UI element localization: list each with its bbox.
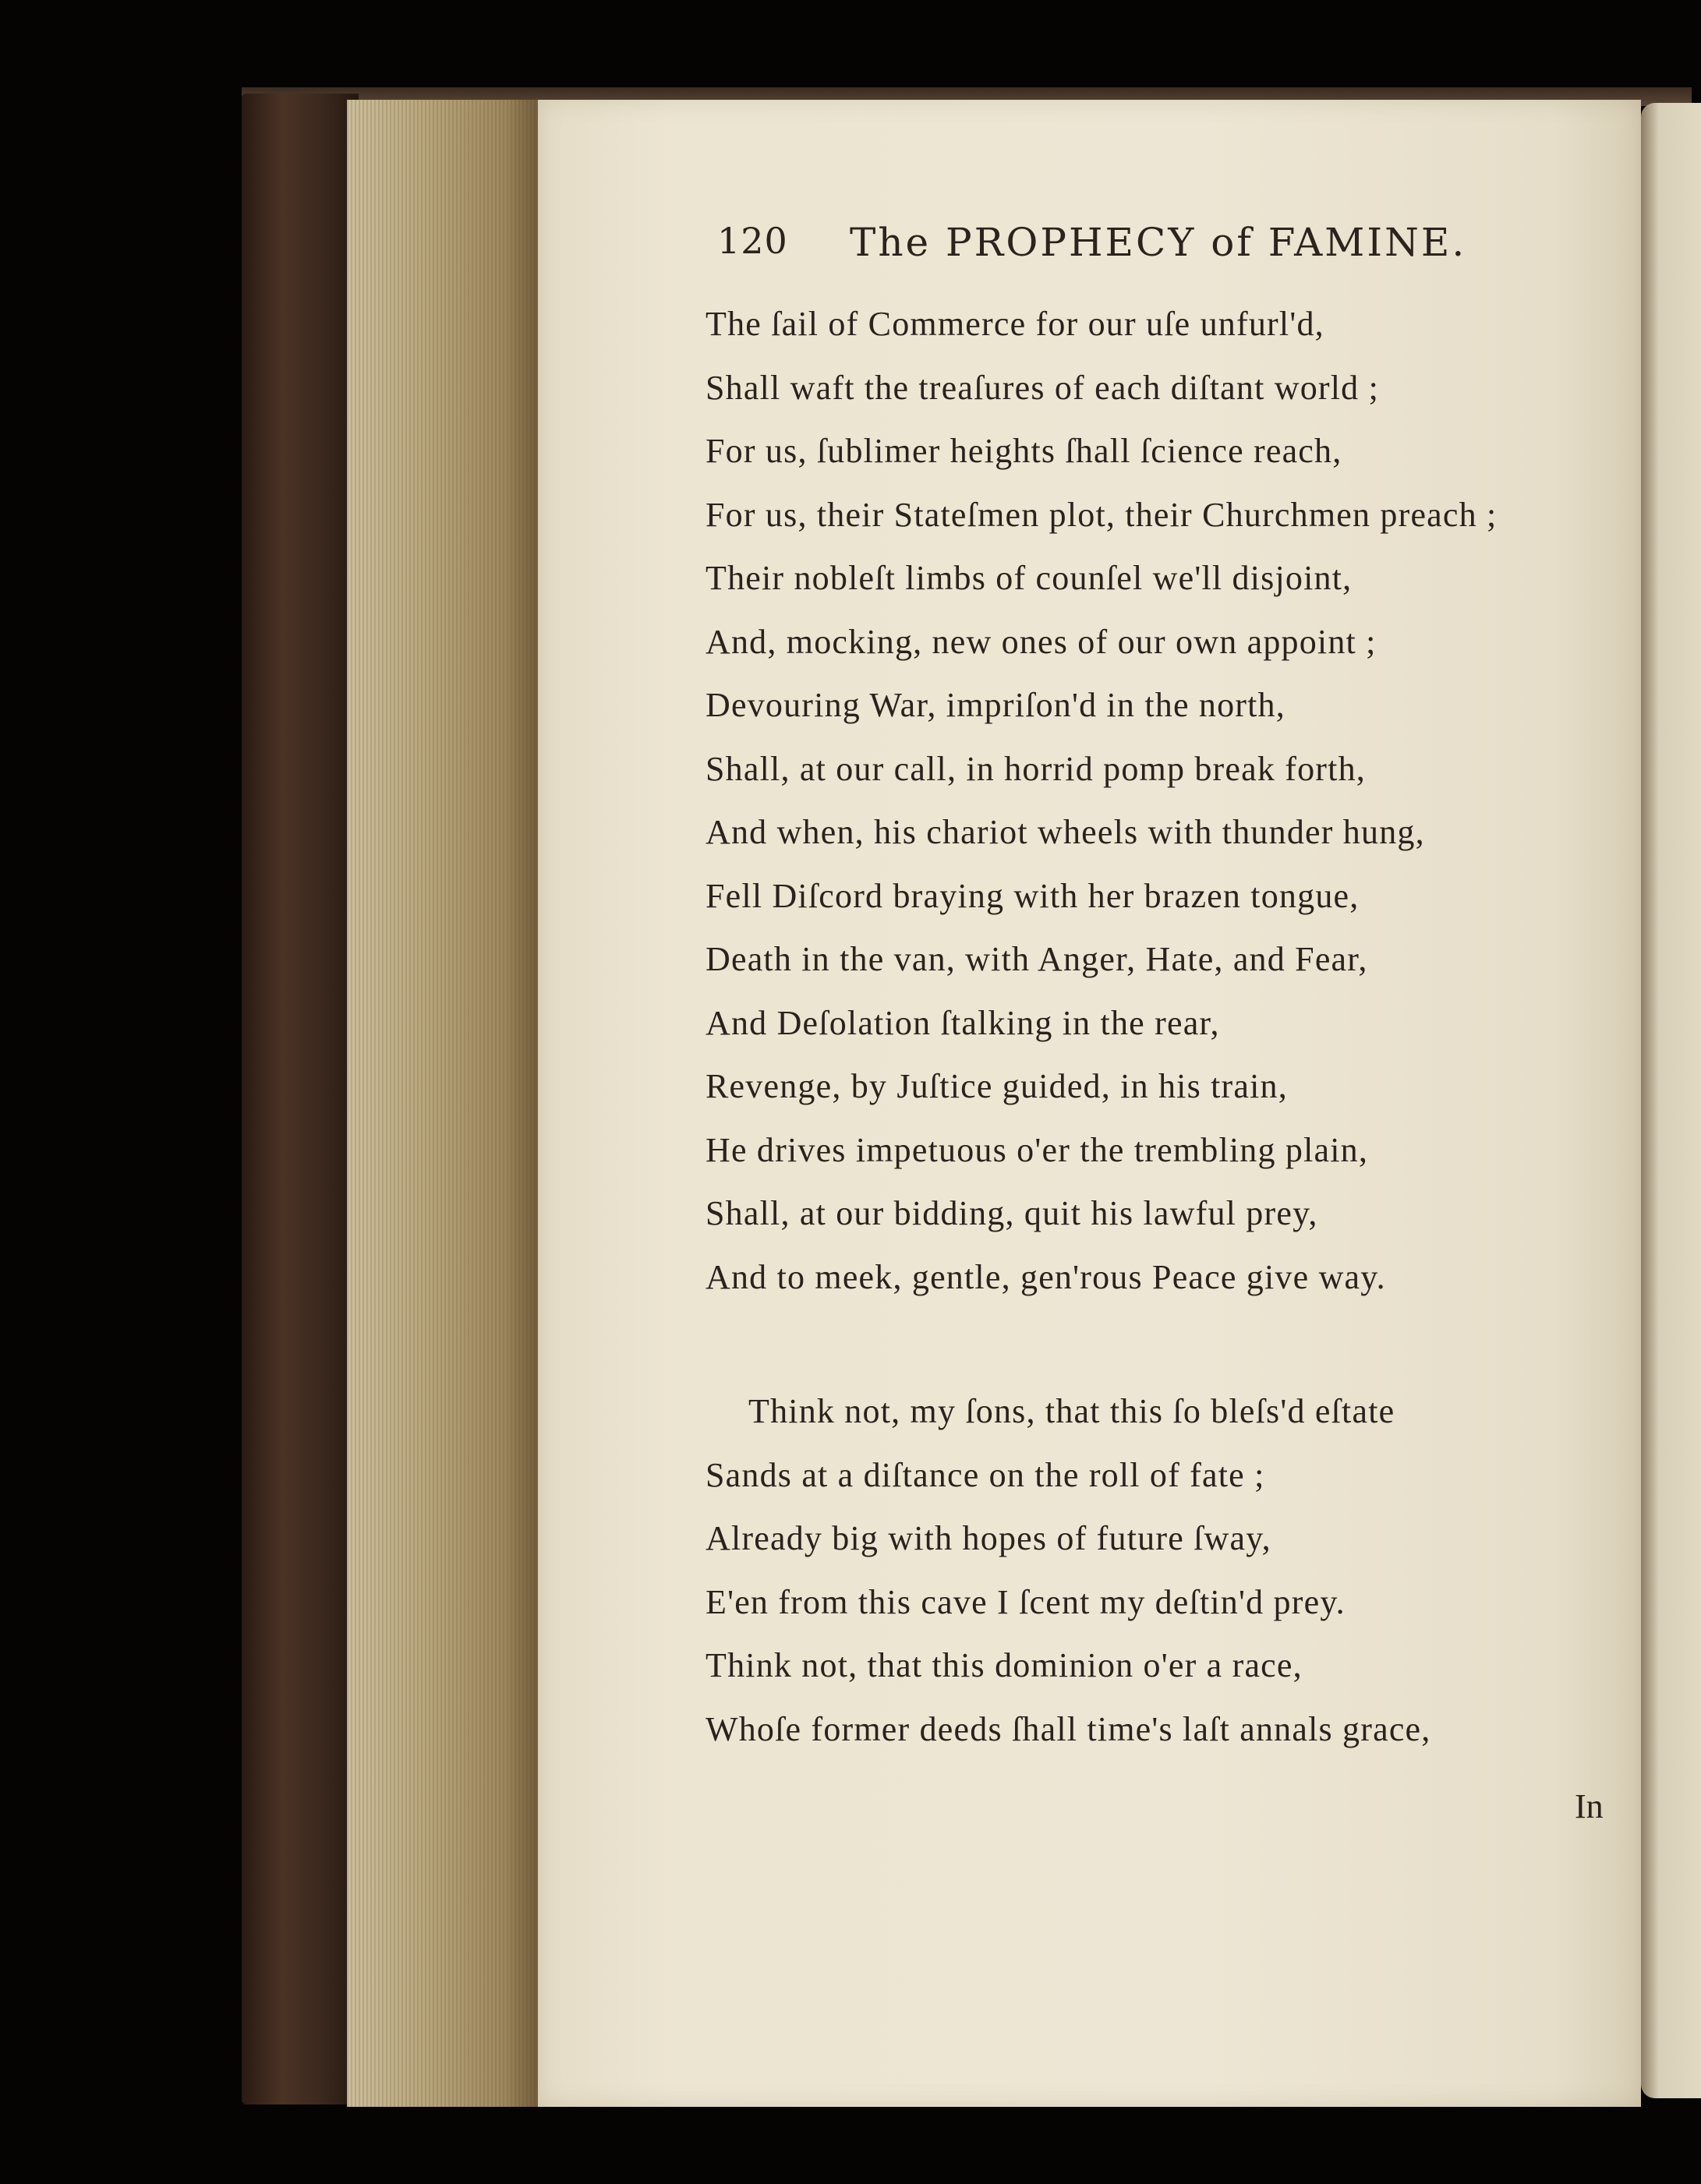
- poem-line: Shall waft the treaſures of each diſtant world ;: [706, 368, 1379, 407]
- page-number: 120: [717, 220, 788, 262]
- book-spine: [242, 94, 359, 2104]
- poem-line: Shall, at our bidding, quit his lawful prey,: [706, 1194, 1318, 1232]
- poem-line: For us, ſublimer heights ſhall ſcience reach,: [706, 432, 1342, 470]
- poem-line: Already big with hopes of future ſway,: [706, 1519, 1271, 1557]
- poem-line: Their nobleſt limbs of counſel we'll disjoint,: [706, 559, 1353, 597]
- running-title: The PROPHECY of FAMINE.: [850, 220, 1467, 265]
- page-header: [717, 220, 1575, 274]
- poem-line: Shall, at our call, in horrid pomp break forth,: [706, 749, 1366, 788]
- poem-line: And Deſolation ſtalking in the rear,: [706, 1003, 1220, 1042]
- poem-line: Think not, my ſons, that this ſo bleſs'd eſtate: [748, 1392, 1395, 1430]
- poem-line: Sands at a diſtance on the roll of fate ;: [706, 1455, 1265, 1494]
- poem-line: Think not, that this dominion o'er a race,: [706, 1646, 1303, 1684]
- catchword: In: [1575, 1787, 1604, 1825]
- page-edges-shadow: [507, 100, 542, 2107]
- poem-line: Fell Diſcord braying with her brazen tongue,: [706, 876, 1360, 915]
- poem-line: Whoſe former deeds ſhall time's laſt annals grace,: [706, 1709, 1431, 1748]
- poem-line: E'en from this cave I ſcent my deſtin'd prey.: [706, 1582, 1346, 1621]
- poem-line: Revenge, by Juſtice guided, in his train,: [706, 1067, 1288, 1105]
- poem-line: The ſail of Commerce for our uſe unfurl'd,: [706, 305, 1324, 343]
- poem-line: Devouring War, impriſon'd in the north,: [706, 686, 1285, 724]
- poem-line: And, mocking, new ones of our own appoint ;: [706, 622, 1377, 661]
- poem-line: And to meek, gentle, gen'rous Peace give way.: [706, 1257, 1386, 1296]
- poem-line: Death in the van, with Anger, Hate, and Fear,: [706, 940, 1368, 978]
- poem-line: He drives impetuous o'er the trembling plain,: [706, 1130, 1369, 1169]
- facing-page-edge: [1641, 103, 1701, 2098]
- poem-line: And when, his chariot wheels with thunder hung,: [706, 813, 1425, 851]
- poem-line: For us, their Stateſmen plot, their Churchmen preach ;: [706, 495, 1498, 534]
